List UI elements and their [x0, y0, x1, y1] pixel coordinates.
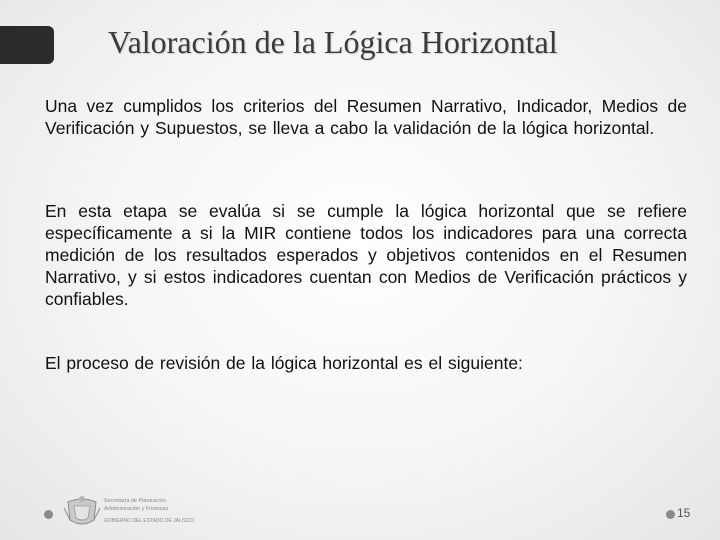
footer-right-bullet [666, 510, 675, 519]
paragraph-3: El proceso de revisión de la lógica horizontal es el siguiente: [45, 353, 523, 373]
paragraph-1: Una vez cumplidos los criterios del Resumen Narrativo, Indicador, Medios de Verificación y Supuestos, se lleva a cabo la validación de la lógica horizontal. [45, 96, 687, 138]
footer-left-bullet [44, 510, 53, 519]
paragraph-2: En esta etapa se evalúa si se cumple la lógica horizontal que se refiere específicamente a si la MIR contiene todos los indicadores para una correcta medición de los resultados esperados y objetivos contenidos en el Resumen Narrativo, y si estos indicadores cuentan con Medios de Verificación prácticos y confiables. [45, 201, 687, 309]
government-logo [62, 494, 195, 530]
page-number: 15 [677, 506, 691, 520]
logo-line-3: GOBIERNO DEL ESTADO DE JALISCO [104, 518, 195, 524]
slide-title: Valoración de la Lógica Horizontal [108, 24, 558, 60]
coat-of-arms-icon [62, 494, 102, 530]
logo-line-1: Secretaría de Planeación [104, 498, 166, 504]
logo-line-2: Administración y Finanzas [104, 506, 169, 512]
title-accent-tab [0, 26, 54, 64]
